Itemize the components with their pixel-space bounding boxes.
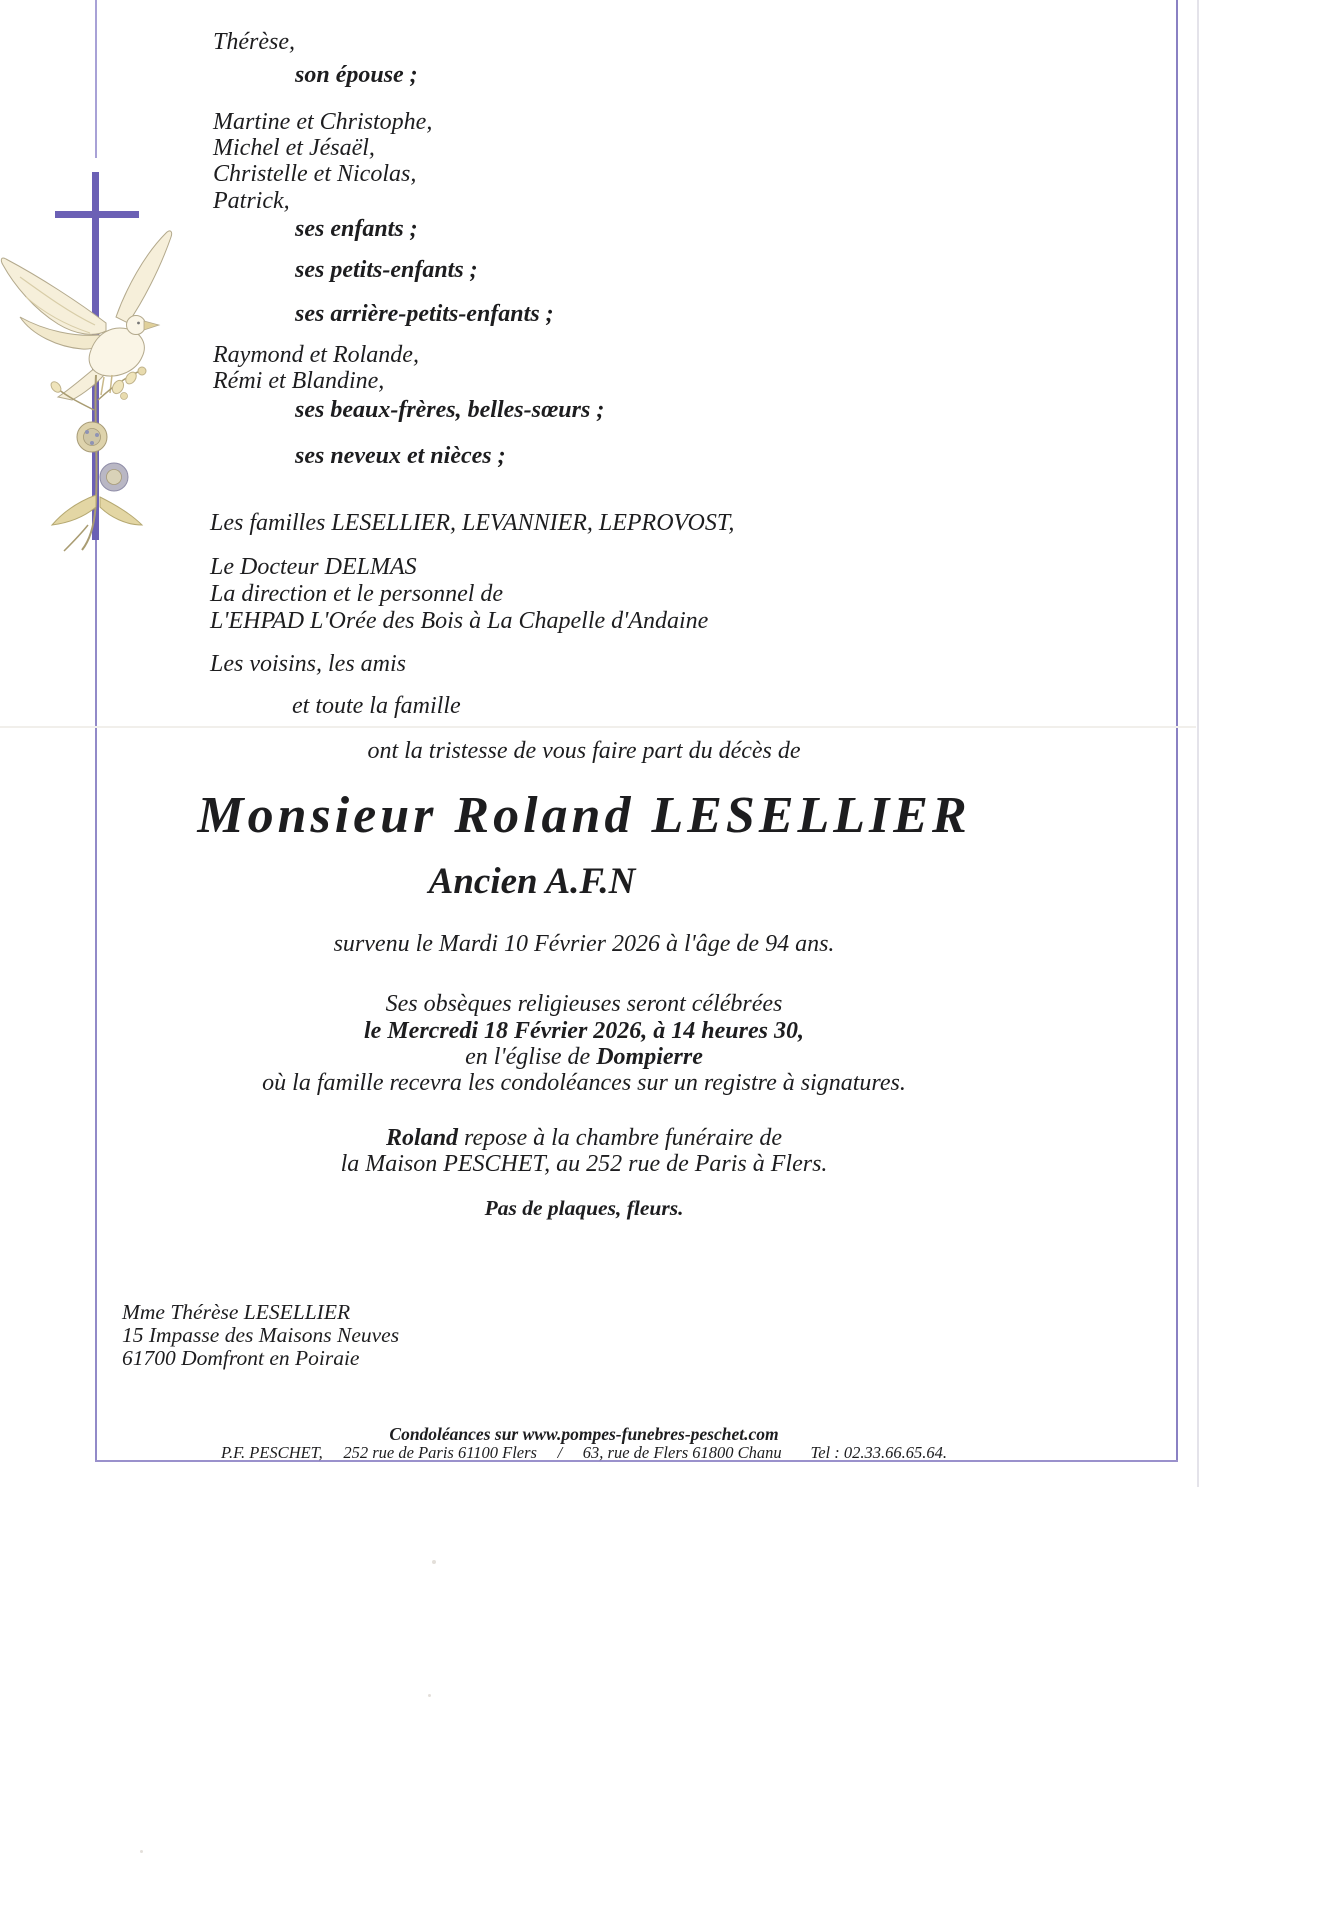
church-name: Dompierre (596, 1044, 703, 1070)
church-prefix: en l'église de (465, 1044, 597, 1070)
children-name-line: Patrick, (213, 188, 290, 214)
deceased-distinction: Ancien A.F.N (428, 861, 636, 902)
footer-condolences: Condoléances sur www.pompes-funebres-peschet.com (389, 1424, 779, 1444)
dove-icon (0, 225, 185, 555)
contact-name: Mme Thérèse LESELLIER (122, 1300, 351, 1324)
repose-line-2: la Maison PESCHET, au 252 rue de Paris à Flers. (340, 1151, 828, 1177)
condolence-register-line: où la famille recevra les condoléances sur un registre à signatures. (262, 1070, 906, 1096)
mourner-line: L'EHPAD L'Orée des Bois à La Chapelle d'Andaine (210, 608, 709, 634)
inlaw-name-line: Raymond et Rolande, (213, 342, 419, 368)
cross-icon (55, 211, 139, 218)
memorial-frame-left-top (95, 0, 97, 158)
children-name-line: Christelle et Nicolas, (213, 161, 417, 187)
repose-first-name: Roland (386, 1125, 459, 1151)
repose-rest: repose à la chambre funéraire de (458, 1125, 782, 1151)
repose-line-1 (95, 1124, 1073, 1152)
grandchildren-relation: ses petits-enfants ; (295, 257, 478, 283)
children-name-line: Martine et Christophe, (213, 109, 433, 135)
paper-edge-line (1197, 0, 1199, 1487)
deceased-name: Monsieur Roland LESELLIER (197, 787, 971, 844)
footer-contact-info: P.F. PESCHET, 252 rue de Paris 61100 Flers / 63, rue de Flers 61800 Chanu Tel : 02.33.66.65.64. (221, 1443, 947, 1462)
mourner-line: Les familles LESELLIER, LEVANNIER, LEPROVOST, (210, 510, 735, 536)
scan-speck (140, 1850, 143, 1853)
inlaw-name-line: Rémi et Blandine, (213, 368, 385, 394)
children-name-line: Michel et Jésaël, (213, 135, 375, 161)
spouse-name-line: Thérèse, (213, 29, 295, 55)
contact-city: 61700 Domfront en Poiraie (122, 1346, 360, 1370)
nephews-relation: ses neveux et nièces ; (295, 443, 506, 469)
mourner-line: Les voisins, les amis (210, 651, 407, 677)
fold-crease-line (0, 726, 1196, 728)
contact-street: 15 Impasse des Maisons Neuves (122, 1323, 400, 1347)
death-date-line: survenu le Mardi 10 Février 2026 à l'âge de 94 ans. (333, 931, 835, 957)
memorial-frame-right (1176, 0, 1178, 1461)
intro-line: ont la tristesse de vous faire part du décès de (367, 738, 801, 764)
scan-speck (432, 1560, 436, 1564)
scan-speck (428, 1694, 431, 1697)
funeral-line-1: Ses obsèques religieuses seront célébrées (385, 991, 783, 1017)
and-family-line: et toute la famille (292, 693, 461, 719)
mourner-line: Le Docteur DELMAS (210, 554, 417, 580)
funeral-church-line (95, 1043, 1073, 1071)
no-flowers-note: Pas de plaques, fleurs. (484, 1196, 684, 1220)
inlaws-relation: ses beaux-frères, belles-sœurs ; (295, 397, 605, 423)
mourner-line: La direction et le personnel de (210, 581, 504, 607)
funeral-date-line: le Mercredi 18 Février 2026, à 14 heures 30, (364, 1018, 804, 1044)
great-grandchildren-relation: ses arrière-petits-enfants ; (295, 301, 554, 327)
children-relation: ses enfants ; (295, 216, 418, 242)
spouse-relation: son épouse ; (295, 62, 418, 88)
